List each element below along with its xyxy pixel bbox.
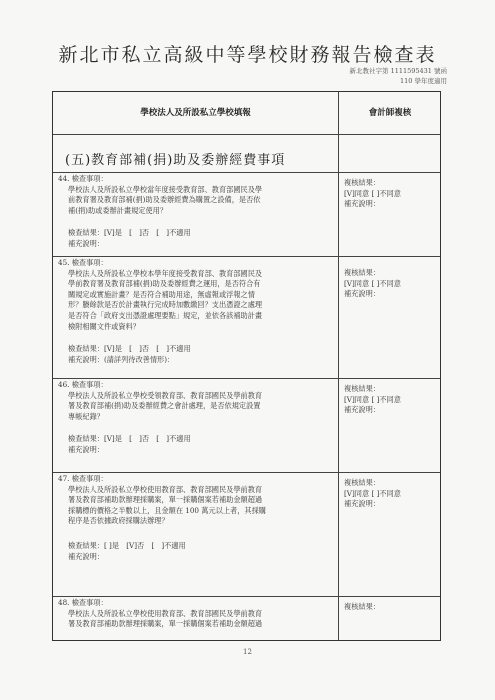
question-body: 學校法人及所設私立學校受領教育部、教育部國民及學前教育 署及教育部補(捐)助及委辦經費之會計處理，是否依規定設置 專帳紀錄？ — [68, 390, 263, 421]
question-body: 學校法人及所設私立學校使用教育部、教育部國民及學前教育 署及教育部補助款辦理採購案，單一採購個案若補助金額超過 — [68, 608, 263, 629]
column-divider — [338, 92, 339, 640]
question-heading: 44. 檢查事項： — [58, 174, 108, 183]
check-result: 檢查結果：[V]是 [ ]否 [ ]不適用 — [68, 344, 191, 354]
supplementary-note: 補充說明： — [68, 551, 104, 561]
column-header-accountant: 會計師複核 — [368, 108, 412, 118]
column-header-school: 學校法人及所設私立學校填報 — [140, 108, 251, 118]
question-48 — [58, 598, 334, 630]
question-heading: 46. 檢查事項： — [58, 380, 108, 389]
review-48: 複核結果： — [344, 602, 380, 611]
question-47 — [58, 474, 334, 562]
section-title: (五)教育部補(捐)助及委辦經費事項 — [65, 153, 286, 168]
row-divider — [53, 596, 440, 597]
academic-year: 110 學年度適用 — [400, 77, 447, 85]
header-divider — [53, 134, 440, 135]
row-divider — [53, 256, 440, 257]
page-title: 新北市私立高級中等學校財務報告檢查表 — [58, 44, 437, 66]
question-45 — [58, 258, 334, 365]
reference-note — [350, 66, 448, 86]
question-heading: 48. 檢查事項： — [58, 598, 108, 607]
review-47: 複核結果： [V]同意 [ ]不同意 補充說明： — [344, 478, 401, 509]
check-result: 檢查結果：[V]是 [ ]否 [ ]不適用 — [68, 434, 191, 444]
review-46: 複核結果： [V]同意 [ ]不同意 補充說明： — [344, 384, 401, 415]
check-result: 檢查結果：[ ]是 [V]否 [ ]不適用 — [68, 540, 186, 550]
page-number: 12 — [243, 648, 252, 656]
checklist-table — [52, 91, 441, 641]
supplementary-note: 補充說明： — [68, 444, 104, 454]
review-45: 複核結果： [V]同意 [ ]不同意 補充說明： — [344, 268, 401, 299]
question-body: 學校法人及所設私立學校本學年度接受教育部、教育部國民及 學前教育署及教育部補(捐)助及委辦經費之運用，是否符合有 關規定或實施計畫？是否符合補助用途，無虛報或浮報之情 形？賸餘款是否於計畫執行完成時加數繳回？支出憑證之處理 是否符合「政府支出憑證處理要點」規定，並依各該補助計畫 檢附相關文件或資料？ — [68, 268, 263, 331]
supplementary-note: 補充說明：(請詳列待改善情形)： — [68, 354, 175, 364]
question-46 — [58, 380, 334, 456]
section-divider — [53, 172, 440, 173]
row-divider — [53, 472, 440, 473]
question-body: 學校法人及所設私立學校當年度接受教育部、教育部國民及學 前教育署及教育部補(捐)助及委辦經費為購置之設備，是否依 補(捐)助或委辦計畫規定使用？ — [68, 184, 263, 215]
question-44 — [58, 174, 334, 250]
reference-number: 新北教社字第 1111595431 號函 — [349, 67, 447, 75]
review-44: 複核結果： [V]同意 [ ]不同意 補充說明： — [344, 178, 401, 209]
question-body: 學校法人及所設私立學校使用教育部、教育部國民及學前教育 署及教育部補助款辦理採購案，單一採購個案若補助金額超過 採購標的價格之半數以上，且金額在 100 萬元以上者，其採購 程序是否依據政府採購法辦理？ — [68, 484, 266, 526]
supplementary-note: 補充說明： — [68, 238, 104, 248]
question-heading: 47. 檢查事項： — [58, 474, 108, 483]
question-heading: 45. 檢查事項： — [58, 258, 108, 267]
row-divider — [53, 378, 440, 379]
check-result: 檢查結果：[V]是 [ ]否 [ ]不適用 — [68, 228, 191, 238]
